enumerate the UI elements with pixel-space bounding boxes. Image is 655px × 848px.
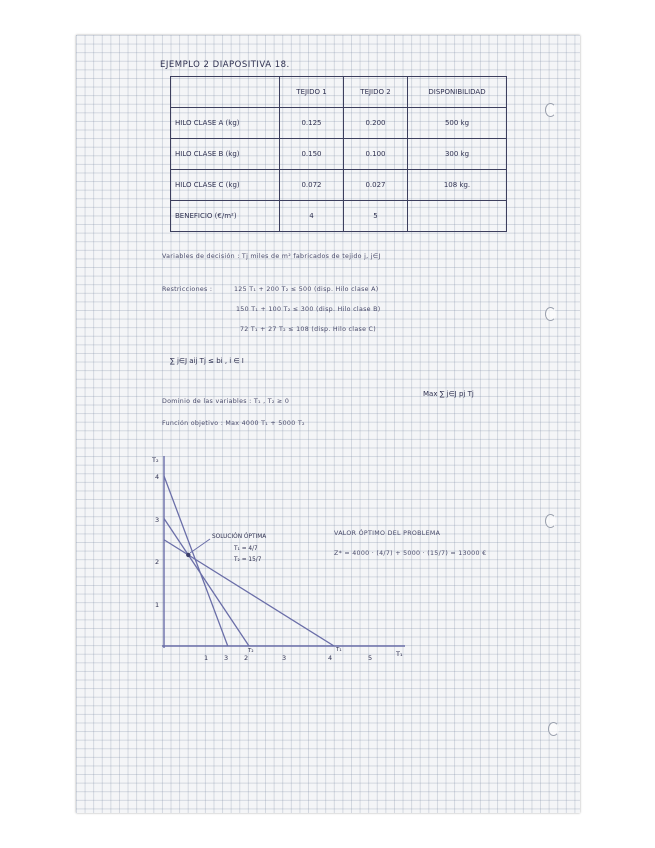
page-title: EJEMPLO 2 DIAPOSITIVA 18. xyxy=(160,60,290,70)
general-constraint: ∑ j∈J aij Tj ≤ bi , i ∈ I xyxy=(170,357,244,365)
x-axis-label: T₁ xyxy=(396,650,403,658)
x-tick-label: 4 xyxy=(328,654,333,662)
table-header-row xyxy=(171,77,507,108)
table-cell: 0.125 xyxy=(280,108,344,139)
table-cell: 0.200 xyxy=(344,108,408,139)
table-cell: 0.072 xyxy=(280,170,344,201)
y-tick-label: 4 xyxy=(155,473,160,481)
table-cell: 500 kg xyxy=(408,108,507,139)
restriction-b: 150 T₁ + 100 T₂ ≤ 300 (disp. Hilo clase B) xyxy=(236,306,381,313)
decision-variables: Variables de decisión : Tj miles de m² fabricados de tejido j, j∈J xyxy=(162,253,381,260)
binder-hole-1 xyxy=(545,103,556,117)
x-tick-label: 3 xyxy=(282,654,287,662)
table-cell: 108 kg. xyxy=(408,170,507,201)
table-cell: 4 xyxy=(280,201,344,232)
optimal-t1-value: T₁ = 4/7 xyxy=(234,546,258,552)
variable-domain: Dominio de las variables : T₁ , T₂ ≥ 0 xyxy=(162,398,290,405)
row-label: HILO CLASE B (kg) xyxy=(171,139,280,170)
table-cell: 300 kg xyxy=(408,139,507,170)
optimal-point xyxy=(186,553,190,557)
objective-function: Función objetivo : Max 4000 T₁ + 5000 T₂ xyxy=(162,420,305,427)
optimal-value-title: VALOR ÓPTIMO DEL PROBLEMA xyxy=(334,530,441,537)
y-tick-label: 2 xyxy=(155,558,160,566)
intercept-label: T₁ xyxy=(336,647,342,653)
restriction-c: 72 T₁ + 27 T₂ ≤ 108 (disp. Hilo clase C) xyxy=(240,326,377,333)
table-header-cell: TEJIDO 1 xyxy=(280,77,344,108)
table-header-cell xyxy=(171,77,280,108)
table-row xyxy=(171,139,507,170)
table-header-cell: DISPONIBILIDAD xyxy=(408,77,507,108)
table-row xyxy=(171,108,507,139)
row-label: HILO CLASE A (kg) xyxy=(171,108,280,139)
row-label: HILO CLASE C (kg) xyxy=(171,170,280,201)
table-cell xyxy=(408,201,507,232)
constraint-line-c xyxy=(164,476,228,646)
optimal-value-formula: Z* = 4000 · (4/7) + 5000 · (15/7) = 13000 € xyxy=(334,550,487,557)
optimal-t2-value: T₂ = 15/7 xyxy=(234,557,262,563)
intercept-label: T₂ xyxy=(248,648,254,654)
x-tick-label: 1 xyxy=(204,654,209,662)
y-axis-label: T₂ xyxy=(152,456,159,464)
table-cell: 0.150 xyxy=(280,139,344,170)
x-tick-label: 5 xyxy=(368,654,373,662)
y-tick-label: 1 xyxy=(155,601,160,609)
y-tick-label: 3 xyxy=(155,516,160,524)
table-row xyxy=(171,170,507,201)
table-row xyxy=(171,201,507,232)
restriction-a: 125 T₁ + 200 T₂ ≤ 500 (disp. Hilo clase A) xyxy=(234,286,379,293)
lp-graph xyxy=(150,448,425,670)
data-table xyxy=(170,76,507,232)
table-cell: 0.100 xyxy=(344,139,408,170)
max-formula: Max ∑ j∈J pj Tj xyxy=(423,390,474,398)
table-header-cell: TEJIDO 2 xyxy=(344,77,408,108)
x-tick-label: 2 xyxy=(244,654,249,662)
table-cell: 0.027 xyxy=(344,170,408,201)
binder-hole-3 xyxy=(545,514,556,528)
pointer-line xyxy=(190,539,210,553)
table-cell: 5 xyxy=(344,201,408,232)
row-label: BENEFICIO (€/m²) xyxy=(171,201,280,232)
x-tick-label: 3 xyxy=(224,654,229,662)
binder-hole-4 xyxy=(548,722,559,736)
binder-hole-2 xyxy=(545,307,556,321)
optimal-solution-title: SOLUCIÓN ÓPTIMA xyxy=(212,534,267,540)
restrictions-label: Restricciones : xyxy=(162,286,213,293)
